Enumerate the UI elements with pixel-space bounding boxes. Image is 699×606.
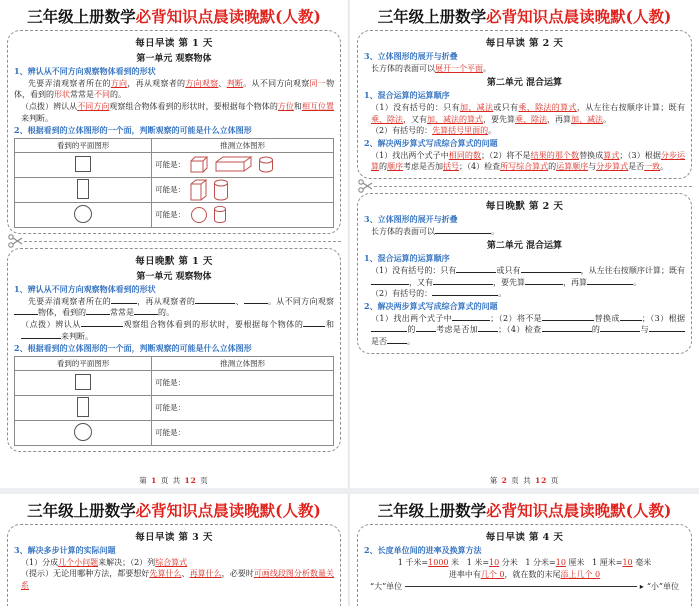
fill-blank[interactable] <box>525 284 563 285</box>
shape-table-filled <box>14 138 334 228</box>
text-fragment: （1）没有括号的：只有 <box>371 266 457 276</box>
text-fragment: （2）有括号的： <box>371 126 433 136</box>
unit-title: 第二单元 混合运算 <box>486 78 563 89</box>
paragraph-a <box>14 557 334 569</box>
paragraph-2-blank <box>14 319 334 342</box>
fill-blank[interactable] <box>387 343 407 344</box>
text-fragment: ，再算 <box>563 277 587 287</box>
emphasis-text: 1000 <box>428 557 449 567</box>
cube-shape <box>190 156 210 173</box>
text-fragment: 或只有 <box>496 266 521 276</box>
text-fragment: （1）找出两个式子中 <box>371 150 449 160</box>
footer-total-pages: 12 <box>184 476 197 485</box>
page-4 <box>350 494 699 606</box>
text-fragment: 。从不同方向观察 <box>267 296 335 306</box>
cut-line-1 <box>7 235 341 248</box>
heading-3: 3、解决多步计算的实际问题 <box>14 545 116 555</box>
dashed-cut-line <box>24 241 341 242</box>
text-fragment: 。 <box>491 226 499 236</box>
emphasis-text: 不同 <box>94 90 110 100</box>
solid-guess-cell[interactable] <box>152 370 334 395</box>
text-fragment: （2）有括号的： <box>371 289 433 299</box>
fill-blank[interactable] <box>478 331 498 332</box>
col-solid-guess: 推测立体图形 <box>152 138 334 152</box>
text-fragment: ；（2）将不是 <box>490 313 543 323</box>
cylinder-shape <box>258 156 274 173</box>
text-fragment: 与 <box>588 162 597 172</box>
text-fragment: ；（3）根据 <box>619 150 661 160</box>
cuboid-shape <box>215 156 253 173</box>
emphasis-text: 乘、除法 <box>515 114 547 124</box>
guess-label: 可能是： <box>155 210 186 220</box>
emphasis-text: 方位 <box>277 101 294 111</box>
page-footer <box>0 475 348 486</box>
text-fragment: 先要弄清观察者所在的 <box>28 78 111 88</box>
text-fragment: ，要先算 <box>483 114 515 124</box>
heading-2: 2、长度单位间的进率及换算方法 <box>364 545 482 555</box>
page-2 <box>350 0 699 488</box>
rectangle-shape <box>77 397 89 417</box>
emphasis-text: 综合算式 <box>155 557 188 567</box>
heading-2: 2、解决两步算式写成综合算式的问题 <box>364 137 498 148</box>
card-evening-day2 <box>357 193 692 354</box>
paragraph-order-2-blank <box>364 288 685 300</box>
guess-label: 可能是： <box>155 378 186 388</box>
document-title <box>7 5 341 27</box>
text-fragment: 、 <box>218 78 227 88</box>
text-fragment: ，再从观察者的 <box>127 78 186 88</box>
footer-total-pages: 12 <box>534 476 548 485</box>
text-fragment: 。 <box>603 114 611 124</box>
emphasis-text: 判断 <box>226 78 244 88</box>
emphasis-text: 加、减法 <box>571 114 603 124</box>
fill-blank[interactable] <box>435 233 491 234</box>
emphasis-text: 添上几个 0 <box>560 569 601 579</box>
fill-blank[interactable] <box>432 295 498 296</box>
plane-circle-cell <box>15 202 152 227</box>
text-fragment: 的。 <box>110 90 126 100</box>
rectangle-shape <box>77 179 89 199</box>
col-plane-shape: 看到的平面图形 <box>15 356 152 370</box>
fill-blank[interactable] <box>14 314 38 315</box>
footer-suffix: 页 <box>200 476 209 485</box>
fill-blank[interactable] <box>81 326 123 327</box>
fill-blank[interactable] <box>620 320 642 321</box>
text-fragment: 1 分米= <box>525 557 556 567</box>
text-fragment: 、 <box>235 296 244 306</box>
heading-2: 2、根据看到的立体图形的一个面，判断观察的可能是什么立体图形 <box>14 343 252 354</box>
emphasis-text: 不同方向 <box>77 101 110 111</box>
footer-suffix: 页 <box>550 476 560 485</box>
unit-title: 第一单元 观察物体 <box>136 271 212 282</box>
fill-blank[interactable] <box>456 272 496 273</box>
footer-page-number: 1 <box>151 476 158 485</box>
fill-blank[interactable] <box>244 303 268 304</box>
document-title-black: 三年级上册数学 <box>377 501 487 520</box>
heading-1: 1、混合运算的运算顺序 <box>364 253 450 264</box>
unit-title: 第一单元 观察物体 <box>136 54 212 64</box>
text-fragment: （提示）无论用哪种方法，都要想好 <box>21 569 150 579</box>
text-fragment: 厘米 <box>565 557 585 567</box>
cut-line-2 <box>357 180 692 193</box>
text-fragment: ，必要时 <box>221 569 254 579</box>
footer-page-number: 2 <box>501 476 508 485</box>
emphasis-text: 乘、除法的算式 <box>518 103 577 113</box>
emphasis-text: 先算什么 <box>149 569 182 579</box>
fill-blank[interactable] <box>587 284 633 285</box>
emphasis-text: 括号 <box>443 162 459 172</box>
cylinder-shape <box>213 205 227 224</box>
text-fragment: ，再从观察者的 <box>136 296 196 306</box>
emphasis-text: 先算括号里面的 <box>432 126 489 136</box>
table-row <box>15 202 334 227</box>
fill-blank[interactable] <box>134 314 158 315</box>
shape-table-blank <box>14 356 334 446</box>
document-title-black: 三年级上册数学 <box>27 7 136 26</box>
text-fragment: 替换成 <box>594 313 620 323</box>
emphasis-text: 形状 <box>54 90 70 100</box>
paragraph-combine-blank <box>364 313 685 348</box>
table-row <box>15 370 334 395</box>
text-fragment: 、 <box>181 569 190 579</box>
document-title-red: 必背知识点晨读晚默(人教) <box>486 501 672 520</box>
paragraph-order-1-blank <box>364 265 685 288</box>
fill-blank[interactable] <box>303 326 325 327</box>
scissors-icon <box>358 179 374 193</box>
table-row <box>15 152 334 177</box>
text-fragment: 米 <box>448 557 460 567</box>
sphere-shape <box>190 206 208 224</box>
heading-2: 2、解决两步算式写成综合算式的问题 <box>364 300 498 311</box>
circle-shape <box>74 205 92 223</box>
emphasis-text: 10 <box>555 557 566 567</box>
text-fragment: 分米 <box>499 557 518 567</box>
table-row <box>15 177 334 202</box>
guess-label: 可能是： <box>155 428 186 438</box>
card-evening-day1 <box>7 248 341 452</box>
text-fragment: 1 米= <box>466 557 490 567</box>
emphasis-text: 几个小问题 <box>58 557 99 567</box>
text-fragment: ，再算 <box>547 114 571 124</box>
col-solid-guess: 推测立体图形 <box>152 356 334 370</box>
square-shape <box>75 156 91 172</box>
fill-blank[interactable] <box>433 284 493 285</box>
text-fragment: （点拨）辨认从 <box>21 319 81 329</box>
paragraph-solid-unfold <box>364 63 685 75</box>
text-fragment: （1）找出两个式子中 <box>371 313 453 323</box>
emphasis-text: 加、减法 <box>459 103 494 113</box>
emphasis-text: 结果的那个数 <box>530 150 580 160</box>
guess-label: 可能是： <box>155 160 186 170</box>
footer-middle: 页 共 <box>160 476 182 485</box>
text-fragment: 长方体的表面可以 <box>371 63 435 73</box>
solid-guess-cell[interactable] <box>152 420 334 445</box>
emphasis-text: 分步运算 <box>371 150 686 172</box>
paragraph-solid-unfold-blank <box>364 226 685 238</box>
text-fragment: 。 <box>407 336 415 346</box>
page-1 <box>0 0 349 488</box>
emphasis-text: 方向观察 <box>185 78 219 88</box>
session-title: 每日早读 第 3 天 <box>135 532 213 543</box>
session-title: 每日早读 第 1 天 <box>135 38 213 49</box>
arrow-head-icon: ▸ <box>639 581 644 591</box>
fill-blank[interactable] <box>542 320 594 321</box>
emphasis-text: 10 <box>622 557 633 567</box>
emphasis-text: 分步算式 <box>596 162 629 172</box>
text-fragment: ；（3）根据 <box>641 313 686 323</box>
text-fragment: 物体，看到的 <box>38 308 86 318</box>
card-morning-day2 <box>357 30 692 179</box>
dashed-cut-line <box>374 186 692 187</box>
table-row <box>15 395 334 420</box>
session-title: 每日晚默 第 2 天 <box>485 200 564 212</box>
heading-1: 1、辨认从不同方向观察物体看到的形状 <box>14 66 156 76</box>
footer-middle: 页 共 <box>511 476 532 485</box>
fill-blank[interactable] <box>600 331 640 332</box>
document-title <box>7 499 341 521</box>
text-fragment: （1）分成 <box>21 557 59 567</box>
fill-blank[interactable] <box>21 338 61 339</box>
text-fragment: 常常是 <box>70 90 94 100</box>
document-title-black: 三年级上册数学 <box>27 501 136 520</box>
fill-blank[interactable] <box>371 284 409 285</box>
document-title-red: 必背知识点晨读晚默(人教) <box>486 7 672 26</box>
text-fragment: ，就在数的末尾 <box>504 569 561 579</box>
text-fragment: 物体，看到的 <box>14 78 335 100</box>
text-fragment: 和 <box>325 319 335 329</box>
square-shape <box>75 374 91 390</box>
heading-2: 2、根据看到的立体图形的一个面，判断观察的可能是什么立体图形 <box>14 125 252 136</box>
session-title: 每日早读 第 2 天 <box>485 38 564 49</box>
solid-guess-cell <box>152 177 334 202</box>
session-title: 每日晚默 第 1 天 <box>135 255 213 267</box>
text-fragment: 的 <box>591 325 601 335</box>
emphasis-text: 乘、除法 <box>371 114 403 124</box>
conversion-rule <box>364 569 685 581</box>
unit-conversion-equations <box>364 557 685 569</box>
text-fragment: 。从不同方向观察 <box>243 78 310 88</box>
emphasis-text: 再算什么 <box>189 569 222 579</box>
paragraph-1-blank <box>14 296 334 319</box>
text-fragment: （1）没有括号的：只有 <box>371 103 460 113</box>
fill-blank[interactable] <box>649 331 685 332</box>
emphasis-text: 一致 <box>644 162 661 172</box>
text-fragment: 和 <box>293 101 302 111</box>
table-header-row <box>15 138 334 152</box>
unit-title: 第二单元 混合运算 <box>486 241 563 252</box>
emphasis-text: 相互位置 <box>301 101 335 111</box>
text-fragment: 先要弄清观察者所在的 <box>28 296 111 306</box>
fill-blank[interactable] <box>371 331 407 332</box>
emphasis-text: 可画线段图分析数量关系 <box>21 569 335 590</box>
text-fragment: 来判断。 <box>61 331 93 341</box>
text-fragment: 是否 <box>371 336 387 346</box>
table-header-row <box>15 356 334 370</box>
text-fragment: 与 <box>640 325 650 335</box>
unit-arrow-row <box>364 581 685 593</box>
paragraph-combine <box>364 150 685 173</box>
text-fragment: 1 千米= <box>397 557 429 567</box>
page-footer <box>350 475 699 486</box>
plane-circle-cell <box>15 420 152 445</box>
text-fragment: 的。 <box>158 308 174 318</box>
unit-right-label: “小”单位 <box>646 581 679 591</box>
arrow-line-icon <box>405 586 637 587</box>
text-fragment: 常常是 <box>110 308 134 318</box>
text-fragment: （点拨）辨认从 <box>21 101 78 111</box>
footer-prefix: 第 <box>139 476 148 485</box>
paragraph-b <box>14 568 334 591</box>
document-title-red: 必背知识点晨读晚默(人教) <box>135 501 321 520</box>
circle-shape <box>74 423 92 441</box>
emphasis-text: 顺序 <box>387 162 403 172</box>
text-fragment: ，又有 <box>403 114 427 124</box>
text-fragment: ，又有 <box>409 277 433 287</box>
emphasis-text: 加、减法的算式 <box>427 114 483 124</box>
text-fragment: 替换成 <box>579 150 604 160</box>
plane-rect-cell <box>15 395 152 420</box>
heading-1: 1、辨认从不同方向观察物体看到的形状 <box>14 283 156 294</box>
document-title-red: 必背知识点晨读晚默(人教) <box>135 7 321 26</box>
document-title <box>357 499 692 521</box>
text-fragment: 。 <box>488 126 497 136</box>
text-fragment: 观察组合物体看到的形状时，要根据每个物体的 <box>109 101 278 111</box>
emphasis-text: 运算顺序 <box>556 162 589 172</box>
emphasis-text: 10 <box>489 557 500 567</box>
plane-rect-cell <box>15 177 152 202</box>
text-fragment: 毫米 <box>632 557 652 567</box>
text-fragment: 。 <box>660 162 669 172</box>
card-morning-day1 <box>7 30 341 234</box>
text-fragment: 的 <box>548 162 557 172</box>
text-fragment: ；（4）检查 <box>459 162 501 172</box>
text-fragment: 进率中有 <box>448 569 481 579</box>
emphasis-text: 方向 <box>110 78 128 88</box>
paragraph-order-1 <box>364 102 685 125</box>
text-fragment: 。 <box>483 63 491 73</box>
text-fragment: 或只有 <box>493 103 519 113</box>
emphasis-text: 算式 <box>603 150 620 160</box>
card-morning-day4 <box>357 524 692 606</box>
emphasis-text: 展开一个平面 <box>435 63 483 73</box>
tall-cylinder-shape <box>213 179 229 201</box>
text-fragment: 考虑是否加 <box>403 162 443 172</box>
fill-blank[interactable] <box>452 320 490 321</box>
text-fragment: ，从左往右按顺序计算；既有 <box>580 266 686 276</box>
paragraph-2 <box>14 101 334 124</box>
emphasis-text: 相同的数 <box>448 150 482 160</box>
solid-guess-cell[interactable] <box>152 395 334 420</box>
fill-blank[interactable] <box>111 303 137 304</box>
fill-blank[interactable] <box>542 331 592 332</box>
text-fragment: 。 <box>498 289 507 299</box>
text-fragment: 长方体的表面可以 <box>371 226 435 236</box>
unit-left-label: “大”单位 <box>370 581 403 591</box>
text-fragment: ；（4）检查 <box>498 325 542 335</box>
text-fragment: ，从左往右按顺序计算；既有 <box>576 103 686 113</box>
fill-blank[interactable] <box>86 314 110 315</box>
text-fragment: 的 <box>379 162 387 172</box>
text-fragment: ；（2）将不是 <box>481 150 531 160</box>
emphasis-text: 同一 <box>309 78 327 88</box>
document-title-black: 三年级上册数学 <box>377 7 487 26</box>
plane-square-cell <box>15 152 152 177</box>
emphasis-text: 几个 0 <box>480 569 505 579</box>
text-fragment: 考虑是否加 <box>435 325 479 335</box>
fill-blank[interactable] <box>521 272 581 273</box>
scissors-icon <box>8 234 24 248</box>
heading-3: 3、立体图形的展开与折叠 <box>364 51 458 61</box>
text-fragment: 观察组合物体看到的形状时，要根据每个物体的 <box>122 319 304 329</box>
session-title: 每日早读 第 4 天 <box>485 532 564 543</box>
text-fragment: ，要先算 <box>493 277 525 287</box>
emphasis-text: 所写综合算式 <box>500 162 549 172</box>
solid-guess-cell <box>152 202 334 227</box>
document-title <box>357 5 692 27</box>
footer-prefix: 第 <box>489 476 499 485</box>
col-plane-shape: 看到的平面图形 <box>15 138 152 152</box>
fill-blank[interactable] <box>195 303 235 304</box>
fill-blank[interactable] <box>416 331 436 332</box>
heading-1: 1、混合运算的运算顺序 <box>364 90 450 101</box>
paragraph-order-2 <box>364 125 685 137</box>
heading-3: 3、立体图形的展开与折叠 <box>364 213 458 224</box>
text-fragment: 。 <box>633 277 641 287</box>
text-fragment: 来解决；（2）列 <box>98 557 156 567</box>
guess-label: 可能是： <box>155 185 186 195</box>
solid-guess-cell <box>152 152 334 177</box>
page-3 <box>0 494 349 606</box>
text-fragment: 是否 <box>628 162 645 172</box>
tall-cuboid-shape <box>190 179 208 201</box>
text-fragment: 1 厘米= <box>592 557 623 567</box>
table-row <box>15 420 334 445</box>
guess-label: 可能是： <box>155 403 186 413</box>
paragraph-1 <box>14 78 334 101</box>
text-fragment: 的 <box>407 325 416 335</box>
card-morning-day3 <box>7 524 341 606</box>
plane-square-cell <box>15 370 152 395</box>
text-fragment: 来判断。 <box>21 113 53 123</box>
